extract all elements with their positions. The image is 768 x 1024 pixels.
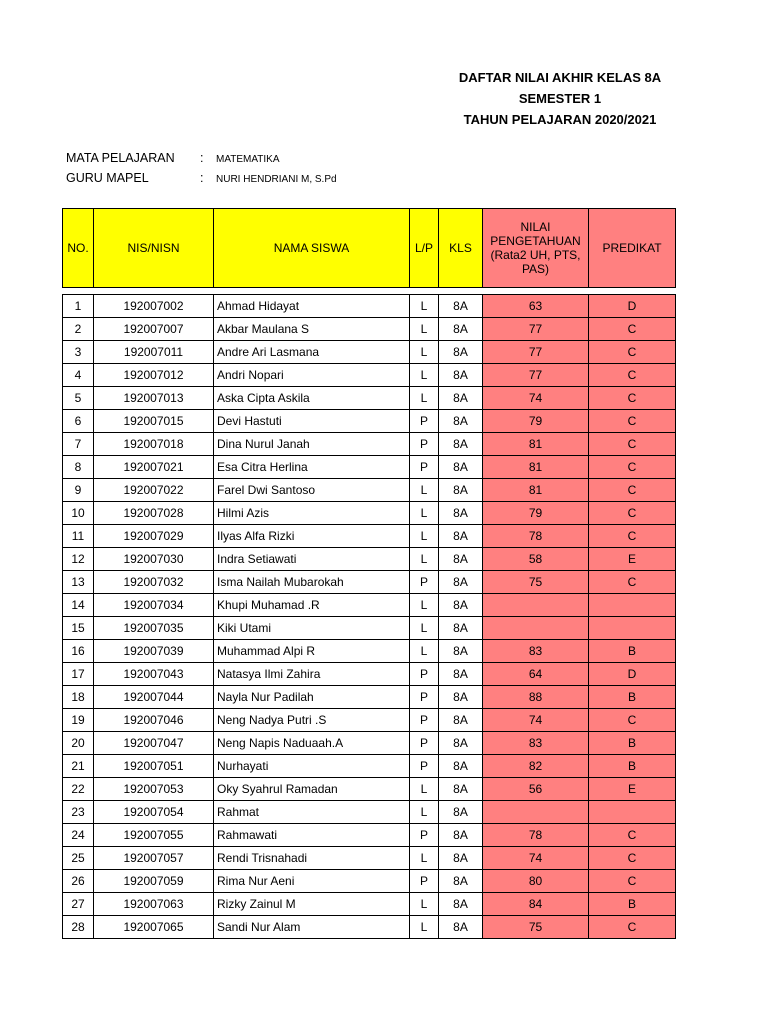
cell-kls: 8A bbox=[439, 341, 483, 364]
cell-predikat: B bbox=[589, 640, 676, 663]
cell-name: Natasya Ilmi Zahira bbox=[214, 663, 410, 686]
cell-kls: 8A bbox=[439, 456, 483, 479]
cell-kls: 8A bbox=[439, 778, 483, 801]
cell-no: 9 bbox=[63, 479, 94, 502]
cell-nilai: 74 bbox=[483, 709, 589, 732]
cell-predikat bbox=[589, 801, 676, 824]
table-row bbox=[63, 686, 676, 709]
cell-nilai: 77 bbox=[483, 364, 589, 387]
cell-nis: 192007022 bbox=[94, 479, 214, 502]
cell-predikat: C bbox=[589, 364, 676, 387]
cell-name: Nurhayati bbox=[214, 755, 410, 778]
cell-nis: 192007043 bbox=[94, 663, 214, 686]
cell-lp: L bbox=[410, 387, 439, 410]
cell-kls: 8A bbox=[439, 479, 483, 502]
subject-colon: : bbox=[200, 151, 204, 165]
cell-no: 23 bbox=[63, 801, 94, 824]
col-header-nis: NIS/NISN bbox=[94, 209, 214, 288]
cell-nis: 192007018 bbox=[94, 433, 214, 456]
cell-predikat: C bbox=[589, 479, 676, 502]
cell-lp: P bbox=[410, 410, 439, 433]
table-row bbox=[63, 824, 676, 847]
cell-no: 11 bbox=[63, 525, 94, 548]
cell-nis: 192007044 bbox=[94, 686, 214, 709]
cell-nis: 192007011 bbox=[94, 341, 214, 364]
cell-kls: 8A bbox=[439, 525, 483, 548]
cell-predikat: C bbox=[589, 525, 676, 548]
cell-nis: 192007029 bbox=[94, 525, 214, 548]
cell-lp: L bbox=[410, 617, 439, 640]
cell-predikat: E bbox=[589, 778, 676, 801]
table-row bbox=[63, 916, 676, 939]
table-row bbox=[63, 387, 676, 410]
cell-nilai: 81 bbox=[483, 456, 589, 479]
cell-nis: 192007046 bbox=[94, 709, 214, 732]
cell-predikat: C bbox=[589, 433, 676, 456]
cell-no: 10 bbox=[63, 502, 94, 525]
table-row bbox=[63, 893, 676, 916]
cell-lp: L bbox=[410, 502, 439, 525]
cell-kls: 8A bbox=[439, 387, 483, 410]
cell-nilai: 88 bbox=[483, 686, 589, 709]
cell-kls: 8A bbox=[439, 548, 483, 571]
cell-nilai: 78 bbox=[483, 824, 589, 847]
cell-nilai: 79 bbox=[483, 410, 589, 433]
cell-nis: 192007053 bbox=[94, 778, 214, 801]
table-row bbox=[63, 525, 676, 548]
cell-predikat: C bbox=[589, 709, 676, 732]
header-spacer bbox=[63, 288, 676, 295]
cell-nilai: 83 bbox=[483, 732, 589, 755]
cell-nilai: 56 bbox=[483, 778, 589, 801]
cell-predikat: C bbox=[589, 847, 676, 870]
cell-no: 15 bbox=[63, 617, 94, 640]
report-semester: SEMESTER 1 bbox=[518, 91, 602, 106]
cell-kls: 8A bbox=[439, 847, 483, 870]
cell-predikat: C bbox=[589, 456, 676, 479]
cell-nis: 192007034 bbox=[94, 594, 214, 617]
cell-predikat: C bbox=[589, 318, 676, 341]
cell-lp: L bbox=[410, 594, 439, 617]
subject-label: MATA PELAJARAN bbox=[66, 151, 175, 165]
teacher-value: NURI HENDRIANI M, S.Pd bbox=[216, 174, 337, 185]
cell-predikat: D bbox=[589, 663, 676, 686]
cell-no: 20 bbox=[63, 732, 94, 755]
cell-nis: 192007059 bbox=[94, 870, 214, 893]
cell-predikat: E bbox=[589, 548, 676, 571]
table-row bbox=[63, 364, 676, 387]
cell-name: Rahmat bbox=[214, 801, 410, 824]
cell-nilai bbox=[483, 801, 589, 824]
cell-nilai: 81 bbox=[483, 479, 589, 502]
cell-predikat: C bbox=[589, 870, 676, 893]
cell-nis: 192007065 bbox=[94, 916, 214, 939]
cell-nilai: 78 bbox=[483, 525, 589, 548]
cell-predikat: C bbox=[589, 571, 676, 594]
table-row bbox=[63, 640, 676, 663]
table-row bbox=[63, 410, 676, 433]
cell-no: 13 bbox=[63, 571, 94, 594]
cell-nilai: 74 bbox=[483, 387, 589, 410]
cell-lp: P bbox=[410, 709, 439, 732]
cell-predikat: C bbox=[589, 916, 676, 939]
cell-lp: L bbox=[410, 916, 439, 939]
cell-name: Dina Nurul Janah bbox=[214, 433, 410, 456]
cell-kls: 8A bbox=[439, 410, 483, 433]
cell-kls: 8A bbox=[439, 617, 483, 640]
cell-lp: L bbox=[410, 778, 439, 801]
table-header-row bbox=[63, 209, 676, 288]
cell-lp: L bbox=[410, 295, 439, 318]
cell-kls: 8A bbox=[439, 663, 483, 686]
cell-no: 25 bbox=[63, 847, 94, 870]
cell-nilai: 82 bbox=[483, 755, 589, 778]
col-header-kls: KLS bbox=[439, 209, 483, 288]
table-row bbox=[63, 870, 676, 893]
col-header-lp: L/P bbox=[410, 209, 439, 288]
cell-no: 12 bbox=[63, 548, 94, 571]
cell-predikat bbox=[589, 617, 676, 640]
cell-nis: 192007051 bbox=[94, 755, 214, 778]
cell-no: 27 bbox=[63, 893, 94, 916]
cell-kls: 8A bbox=[439, 502, 483, 525]
cell-kls: 8A bbox=[439, 594, 483, 617]
cell-kls: 8A bbox=[439, 709, 483, 732]
cell-nilai: 80 bbox=[483, 870, 589, 893]
cell-nilai: 74 bbox=[483, 847, 589, 870]
cell-nilai: 75 bbox=[483, 571, 589, 594]
cell-lp: L bbox=[410, 364, 439, 387]
cell-lp: P bbox=[410, 571, 439, 594]
cell-kls: 8A bbox=[439, 801, 483, 824]
cell-no: 5 bbox=[63, 387, 94, 410]
cell-predikat: D bbox=[589, 295, 676, 318]
cell-lp: L bbox=[410, 801, 439, 824]
cell-predikat: C bbox=[589, 502, 676, 525]
cell-predikat: C bbox=[589, 824, 676, 847]
cell-kls: 8A bbox=[439, 433, 483, 456]
cell-nilai: 75 bbox=[483, 916, 589, 939]
cell-name: Farel Dwi Santoso bbox=[214, 479, 410, 502]
cell-kls: 8A bbox=[439, 916, 483, 939]
cell-name: Sandi Nur Alam bbox=[214, 916, 410, 939]
table-row bbox=[63, 341, 676, 364]
cell-name: Isma Nailah Mubarokah bbox=[214, 571, 410, 594]
cell-nis: 192007012 bbox=[94, 364, 214, 387]
table-row bbox=[63, 502, 676, 525]
cell-kls: 8A bbox=[439, 318, 483, 341]
cell-nis: 192007054 bbox=[94, 801, 214, 824]
table-row bbox=[63, 548, 676, 571]
cell-kls: 8A bbox=[439, 686, 483, 709]
table-row bbox=[63, 663, 676, 686]
table-row bbox=[63, 732, 676, 755]
cell-kls: 8A bbox=[439, 870, 483, 893]
col-header-name: NAMA SISWA bbox=[214, 209, 410, 288]
cell-name: Ilyas Alfa Rizki bbox=[214, 525, 410, 548]
cell-kls: 8A bbox=[439, 824, 483, 847]
cell-no: 4 bbox=[63, 364, 94, 387]
cell-nis: 192007035 bbox=[94, 617, 214, 640]
cell-nilai: 77 bbox=[483, 318, 589, 341]
cell-lp: P bbox=[410, 663, 439, 686]
cell-lp: L bbox=[410, 318, 439, 341]
table-row bbox=[63, 709, 676, 732]
cell-name: Hilmi Azis bbox=[214, 502, 410, 525]
cell-lp: L bbox=[410, 341, 439, 364]
cell-nilai: 64 bbox=[483, 663, 589, 686]
cell-lp: L bbox=[410, 847, 439, 870]
cell-nilai: 84 bbox=[483, 893, 589, 916]
cell-kls: 8A bbox=[439, 732, 483, 755]
cell-nis: 192007057 bbox=[94, 847, 214, 870]
cell-no: 18 bbox=[63, 686, 94, 709]
grades-table bbox=[62, 208, 676, 939]
cell-no: 17 bbox=[63, 663, 94, 686]
cell-name: Akbar Maulana S bbox=[214, 318, 410, 341]
cell-lp: P bbox=[410, 456, 439, 479]
col-header-no: NO. bbox=[63, 209, 94, 288]
table-row bbox=[63, 778, 676, 801]
cell-nis: 192007055 bbox=[94, 824, 214, 847]
cell-no: 22 bbox=[63, 778, 94, 801]
cell-predikat: B bbox=[589, 893, 676, 916]
cell-nilai bbox=[483, 594, 589, 617]
cell-nis: 192007032 bbox=[94, 571, 214, 594]
cell-no: 1 bbox=[63, 295, 94, 318]
cell-lp: L bbox=[410, 548, 439, 571]
cell-name: Andri Nopari bbox=[214, 364, 410, 387]
cell-nilai: 58 bbox=[483, 548, 589, 571]
cell-name: Neng Nadya Putri .S bbox=[214, 709, 410, 732]
cell-nilai: 77 bbox=[483, 341, 589, 364]
cell-nis: 192007021 bbox=[94, 456, 214, 479]
cell-no: 7 bbox=[63, 433, 94, 456]
cell-predikat: C bbox=[589, 410, 676, 433]
cell-kls: 8A bbox=[439, 364, 483, 387]
cell-lp: P bbox=[410, 824, 439, 847]
cell-nilai bbox=[483, 617, 589, 640]
cell-no: 16 bbox=[63, 640, 94, 663]
cell-name: Oky Syahrul Ramadan bbox=[214, 778, 410, 801]
cell-predikat: B bbox=[589, 732, 676, 755]
cell-name: Devi Hastuti bbox=[214, 410, 410, 433]
cell-no: 24 bbox=[63, 824, 94, 847]
cell-name: Aska Cipta Askila bbox=[214, 387, 410, 410]
report-title: DAFTAR NILAI AKHIR KELAS 8A bbox=[458, 70, 662, 85]
table-row bbox=[63, 456, 676, 479]
cell-predikat: C bbox=[589, 341, 676, 364]
cell-nilai: 83 bbox=[483, 640, 589, 663]
cell-name: Khupi Muhamad .R bbox=[214, 594, 410, 617]
cell-name: Rendi Trisnahadi bbox=[214, 847, 410, 870]
cell-name: Muhammad Alpi R bbox=[214, 640, 410, 663]
cell-nilai: 81 bbox=[483, 433, 589, 456]
subject-value: MATEMATIKA bbox=[216, 154, 280, 165]
cell-predikat: B bbox=[589, 755, 676, 778]
report-year: TAHUN PELAJARAN 2020/2021 bbox=[463, 112, 657, 127]
cell-kls: 8A bbox=[439, 893, 483, 916]
cell-name: Rizky Zainul M bbox=[214, 893, 410, 916]
table-row bbox=[63, 295, 676, 318]
cell-kls: 8A bbox=[439, 295, 483, 318]
cell-lp: P bbox=[410, 755, 439, 778]
cell-kls: 8A bbox=[439, 571, 483, 594]
cell-no: 26 bbox=[63, 870, 94, 893]
cell-nis: 192007039 bbox=[94, 640, 214, 663]
cell-kls: 8A bbox=[439, 640, 483, 663]
cell-predikat bbox=[589, 594, 676, 617]
cell-predikat: C bbox=[589, 387, 676, 410]
cell-no: 21 bbox=[63, 755, 94, 778]
cell-nis: 192007015 bbox=[94, 410, 214, 433]
col-header-nilai: NILAI PENGETAHUAN (Rata2 UH, PTS, PAS) bbox=[483, 209, 589, 288]
col-header-predikat: PREDIKAT bbox=[589, 209, 676, 288]
cell-predikat: B bbox=[589, 686, 676, 709]
teacher-colon: : bbox=[200, 171, 204, 185]
cell-name: Andre Ari Lasmana bbox=[214, 341, 410, 364]
table-row bbox=[63, 479, 676, 502]
cell-no: 14 bbox=[63, 594, 94, 617]
cell-name: Indra Setiawati bbox=[214, 548, 410, 571]
cell-nis: 192007007 bbox=[94, 318, 214, 341]
cell-lp: P bbox=[410, 870, 439, 893]
cell-lp: L bbox=[410, 893, 439, 916]
cell-lp: L bbox=[410, 640, 439, 663]
table-row bbox=[63, 433, 676, 456]
cell-no: 19 bbox=[63, 709, 94, 732]
cell-no: 3 bbox=[63, 341, 94, 364]
cell-nis: 192007047 bbox=[94, 732, 214, 755]
cell-name: Nayla Nur Padilah bbox=[214, 686, 410, 709]
cell-lp: P bbox=[410, 732, 439, 755]
cell-name: Rahmawati bbox=[214, 824, 410, 847]
table-row bbox=[63, 594, 676, 617]
cell-nilai: 79 bbox=[483, 502, 589, 525]
cell-nis: 192007002 bbox=[94, 295, 214, 318]
cell-no: 2 bbox=[63, 318, 94, 341]
cell-nis: 192007013 bbox=[94, 387, 214, 410]
cell-name: Rima Nur Aeni bbox=[214, 870, 410, 893]
cell-lp: P bbox=[410, 433, 439, 456]
cell-nis: 192007030 bbox=[94, 548, 214, 571]
teacher-label: GURU MAPEL bbox=[66, 171, 149, 185]
cell-name: Esa Citra Herlina bbox=[214, 456, 410, 479]
cell-nis: 192007063 bbox=[94, 893, 214, 916]
table-row bbox=[63, 847, 676, 870]
cell-lp: P bbox=[410, 686, 439, 709]
cell-kls: 8A bbox=[439, 755, 483, 778]
cell-lp: L bbox=[410, 525, 439, 548]
table-row bbox=[63, 617, 676, 640]
table-row bbox=[63, 755, 676, 778]
cell-name: Kiki Utami bbox=[214, 617, 410, 640]
table-row bbox=[63, 571, 676, 594]
cell-no: 6 bbox=[63, 410, 94, 433]
table-row bbox=[63, 801, 676, 824]
cell-name: Ahmad Hidayat bbox=[214, 295, 410, 318]
cell-nilai: 63 bbox=[483, 295, 589, 318]
cell-nis: 192007028 bbox=[94, 502, 214, 525]
cell-name: Neng Napis Naduaah.A bbox=[214, 732, 410, 755]
cell-no: 28 bbox=[63, 916, 94, 939]
cell-no: 8 bbox=[63, 456, 94, 479]
cell-lp: L bbox=[410, 479, 439, 502]
table-row bbox=[63, 318, 676, 341]
